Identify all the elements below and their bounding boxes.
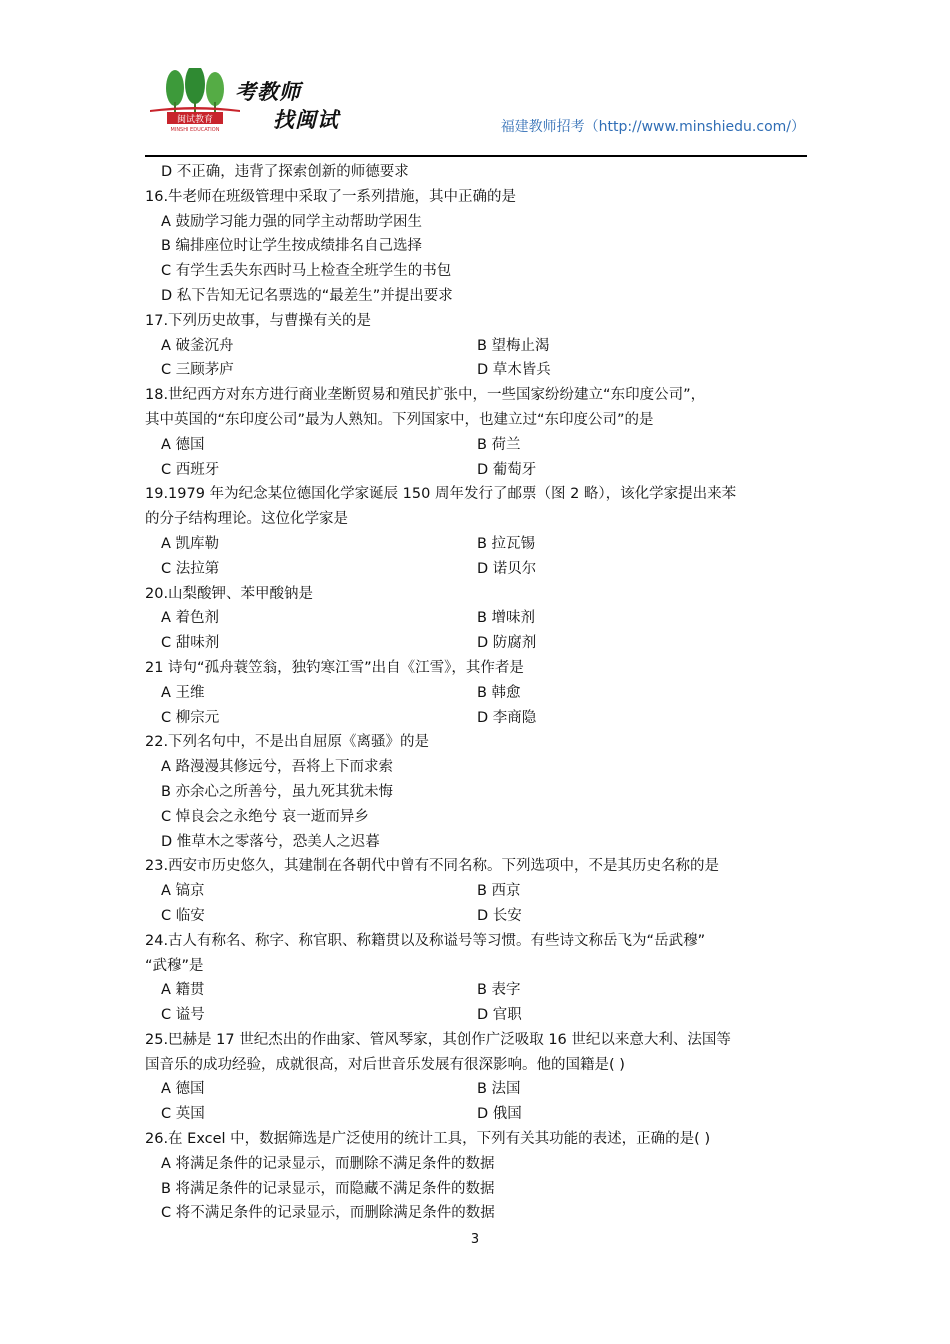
option-text: D 葡萄牙: [477, 461, 537, 478]
question-stem: 22.下列名句中，不是出自屈原《离骚》的是: [145, 734, 430, 751]
option-text: C 英国: [161, 1106, 205, 1123]
question-stem: 16.牛老师在班级管理中采取了一系列措施，其中正确的是: [145, 188, 517, 205]
option-line: C 有学生丢失东西时马上检查全班学生的书包: [161, 263, 452, 280]
option-line: C 将不满足条件的记录显示，而删除满足条件的数据: [161, 1205, 495, 1222]
option-row: [145, 458, 810, 483]
question-stem: 21 诗句“孤舟蓑笠翁，独钓寒江雪”出自《江雪》，其作者是: [145, 659, 524, 676]
option-text: B 法国: [477, 1081, 521, 1098]
slogan-line-1: 考教师: [235, 79, 301, 104]
option-row: [145, 631, 810, 656]
option-line: D 私下告知无记名票选的“最差生”并提出要求: [161, 287, 453, 304]
option-line: B 亦余心之所善兮，虽九死其犹未悔: [161, 783, 394, 800]
option-text: D 防腐剂: [477, 635, 537, 652]
option-row: [145, 904, 810, 929]
option-row: [145, 978, 810, 1003]
option-row: [145, 606, 810, 631]
option-text: C 柳宗元: [161, 709, 220, 726]
option-text: D 诺贝尔: [477, 560, 537, 577]
option-text: D 长安: [477, 907, 522, 924]
question-stem: 20.山梨酸钾、苯甲酸钠是: [145, 585, 314, 602]
option-row: [145, 879, 810, 904]
question-stem: 的分子结构理论。这位化学家是: [145, 511, 348, 528]
site-link[interactable]: 福建教师招考（http://www.minshiedu.com/）: [500, 119, 805, 135]
option-text: D 官职: [477, 1007, 522, 1024]
question-stem: 26.在 Excel 中，数据筛选是广泛使用的统计工具，下列有关其功能的表述，正确的是( ): [145, 1131, 711, 1148]
option-row: [145, 1003, 810, 1028]
header-divider: [145, 155, 807, 157]
option-text: B 韩愈: [477, 684, 521, 701]
option-text: D 俄国: [477, 1106, 522, 1123]
logo-text: 闽试教育: [176, 115, 214, 125]
option-text: D 草木皆兵: [477, 362, 551, 379]
option-line: D 惟草木之零落兮，恐美人之迟暮: [161, 833, 380, 850]
option-row: [145, 532, 810, 557]
option-text: C 临安: [161, 907, 205, 924]
option-text: D 李商隐: [477, 709, 537, 726]
page-header: [145, 60, 807, 156]
option-text: A 凯库勒: [161, 535, 220, 552]
question-stem: 17.下列历史故事，与曹操有关的是: [145, 312, 372, 329]
option-text: A 德国: [161, 1081, 205, 1098]
page-number: 3: [470, 1232, 480, 1247]
slogan-line-2: 找闽试: [273, 107, 339, 132]
question-stem: 19.1979 年为纪念某位德国化学家诞辰 150 周年发行了邮票（图 2 略），该化学家提出来苯: [145, 486, 737, 503]
option-text: B 荷兰: [477, 436, 521, 453]
option-row: [145, 358, 810, 383]
question-stem: 25.巴赫是 17 世纪杰出的作曲家、管风琴家，其创作广泛吸取 16 世纪以来意大利、法国等: [145, 1031, 731, 1048]
option-text: A 德国: [161, 436, 205, 453]
option-line: A 将满足条件的记录显示，而删除不满足条件的数据: [161, 1155, 495, 1172]
question-stem: 24.古人有称名、称字、称官职、称籍贯以及称谥号等习惯。有些诗文称岳飞为“岳武穆”: [145, 932, 706, 949]
question-content: [145, 160, 810, 1226]
option-text: A 着色剂: [161, 610, 220, 627]
option-text: C 谥号: [161, 1007, 205, 1024]
option-row: [145, 1077, 810, 1102]
option-text: A 破釜沉舟: [161, 337, 234, 354]
option-text: C 甜味剂: [161, 635, 220, 652]
logo-subtext: MINSHI EDUCATION: [170, 127, 220, 132]
option-row: [145, 681, 810, 706]
option-line: A 鼓励学习能力强的同学主动帮助学困生: [161, 213, 423, 230]
option-text: A 镐京: [161, 883, 205, 900]
option-line: B 将满足条件的记录显示，而隐藏不满足条件的数据: [161, 1180, 495, 1197]
option-text: C 法拉第: [161, 560, 220, 577]
option-line: D 不正确，违背了探索创新的师德要求: [161, 164, 409, 180]
option-row: [145, 1102, 810, 1127]
question-stem: 23.西安市历史悠久，其建制在各朝代中曾有不同名称。下列选项中，不是其历史名称的是: [145, 858, 720, 875]
question-stem: “武穆”是: [145, 957, 204, 974]
option-text: B 西京: [477, 883, 521, 900]
option-line: B 编排座位时让学生按成绩排名自己选择: [161, 238, 423, 255]
option-text: A 籍贯: [161, 982, 205, 999]
option-text: C 西班牙: [161, 461, 220, 478]
option-row: [145, 706, 810, 731]
option-line: C 悼良会之永绝兮 哀一逝而异乡: [161, 808, 369, 825]
question-stem: 18.世纪西方对东方进行商业垄断贸易和殖民扩张中，一些国家纷纷建立“东印度公司”，: [145, 387, 706, 404]
option-text: B 增味剂: [477, 610, 536, 627]
option-text: B 表字: [477, 982, 521, 999]
question-stem: 其中英国的“东印度公司”最为人熟知。下列国家中，也建立过“东印度公司”的是: [145, 411, 654, 428]
option-text: A 王维: [161, 684, 205, 701]
option-text: C 三顾茅庐: [161, 362, 234, 379]
option-row: [145, 557, 810, 582]
option-row: [145, 433, 810, 458]
option-row: [145, 334, 810, 359]
option-text: B 望梅止渴: [477, 337, 550, 354]
question-stem: 国音乐的成功经验，成就很高，对后世音乐发展有很深影响。他的国籍是( ): [145, 1056, 625, 1073]
option-line: A 路漫漫其修远兮，吾将上下而求索: [161, 759, 394, 776]
minshi-logo: [145, 68, 245, 132]
option-text: B 拉瓦锡: [477, 535, 536, 552]
